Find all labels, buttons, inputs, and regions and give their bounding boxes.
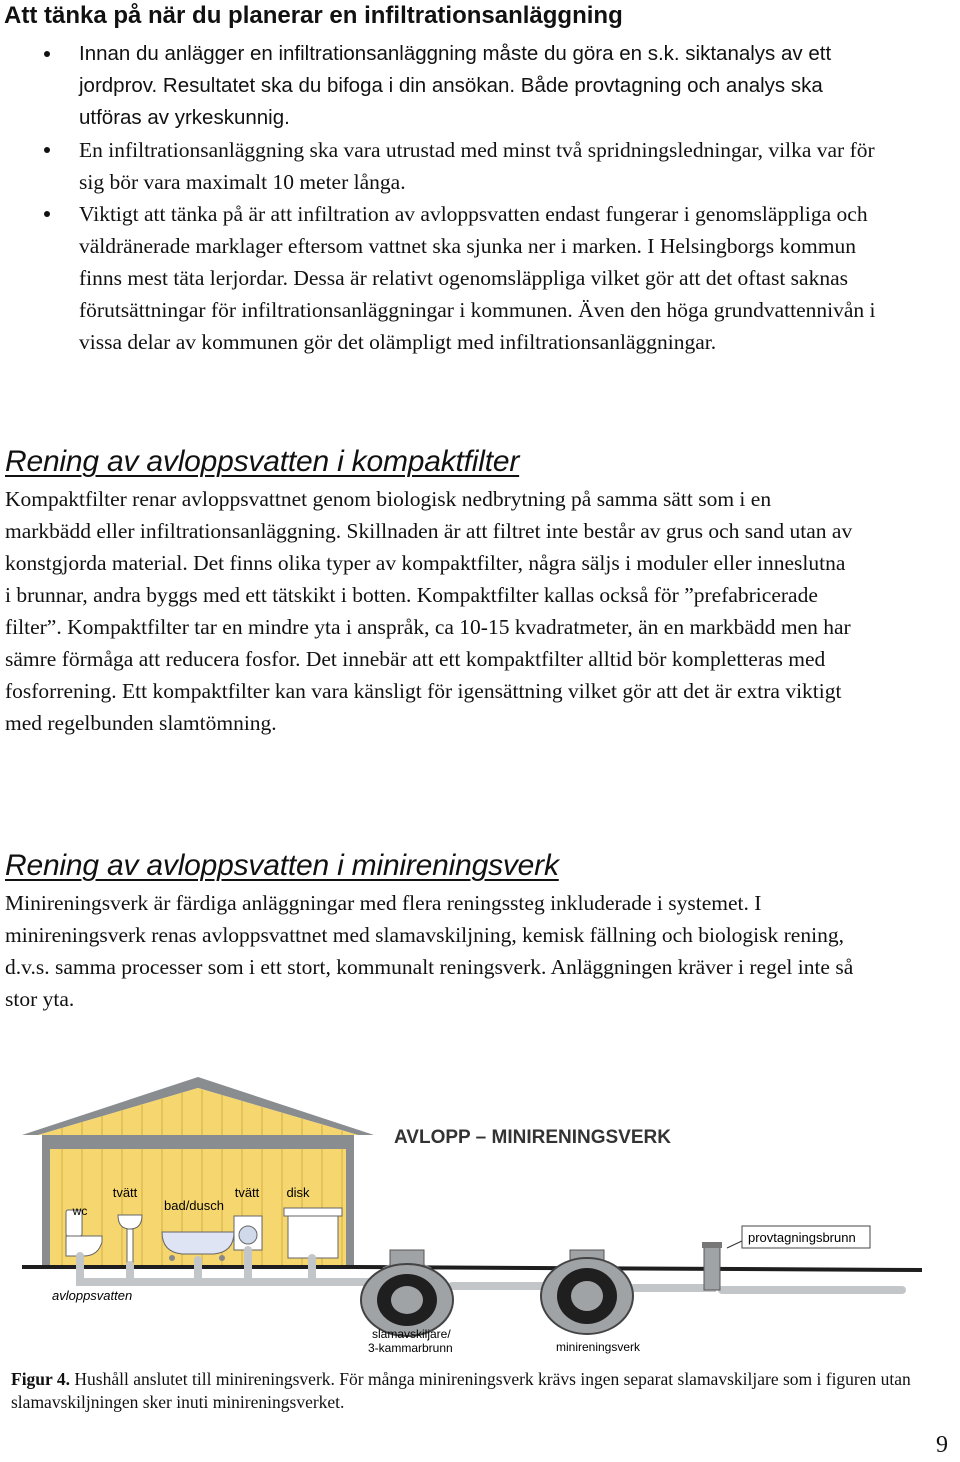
ground-line [22,1267,922,1270]
house-gable [38,1088,358,1135]
label-3-kammarbrunn: 3-kammarbrunn [368,1341,453,1355]
diagram-avlopp-minireningsverk [22,1070,922,1355]
mini-treatment-plant-tank [541,1250,633,1334]
bullet-text: Viktigt att tänka på är att infiltration av avloppsvatten endast fungerar i genomsläppliga och väldränerade marklager eftersom vattnet ska sjunka ner i marken. I Helsingborgs kommun finns mest täta lerjordar. Dessa är relativt ogenomsläppliga vilket gör att det oftast saknas förutsättningar för infiltrationsanläggningar i kommunen. Även den höga grundvattennivån i vissa delar av kommunen gör det olämpligt med infiltrationsanläggningar. [79,202,876,354]
diagram-title: AVLOPP – MINIRENINGSVERK [394,1127,671,1148]
bullet-icon [44,211,50,217]
bullet-text: En infiltrationsanläggning ska vara utrustad med minst två spridningsledningar, vilka var för sig bör vara maximalt 10 meter långa. [79,138,875,194]
page-number: 9 [936,1432,948,1458]
list-item [0,134,880,198]
section-heading-minireningsverk: Rening av avloppsvatten i minireningsverk [5,849,559,882]
washing-machine-icon [234,1216,262,1250]
bullet-text: Innan du anlägger en infiltrationsanläggning måste du göra en s.k. siktanalys av ett jordprov. Resultatet ska du bifoga i din ansökan. Både provtagning och analys ska utföras av yrkeskunnig. [79,42,832,129]
label-avloppsvatten: avloppsvatten [52,1288,133,1303]
label-disk: disk [286,1185,310,1200]
label-provtagningsbrunn: provtagningsbrunn [748,1230,856,1245]
sampling-well [702,1242,722,1290]
bullet-list [0,38,880,358]
paragraph-minireningsverk: Minireningsverk är färdiga anläggningar med flera reningssteg inkluderade i systemet. I minireningsverk renas avloppsvattnet med slamavskiljning, kemisk fällning och biologisk rening, d.v.s. samma processer som i ett stort, kommunalt reningsverk. Anläggningen kräver i regel inte så stor yta. [5,891,854,1011]
bullet-icon [44,147,50,153]
section-heading: Att tänka på när du planerar en infiltrationsanläggning [4,2,623,29]
list-item [0,38,880,134]
list-item [0,198,880,358]
label-slamavskiljare: slamavskiljare/ [372,1327,451,1341]
section-heading-kompaktfilter: Rening av avloppsvatten i kompaktfilter [5,445,520,478]
label-bad-dusch: bad/dusch [164,1198,224,1213]
bullet-icon [44,51,50,57]
paragraph-kompaktfilter: Kompaktfilter renar avloppsvattnet genom biologisk nedbrytning på samma sätt som i en markbädd eller infiltrationsanläggning. Skillnaden är att filtret inte består av grus och sand utan av konstgjorda material. Det finns olika typer av kompaktfilter, några säljs i moduler eller inneslutna i brunnar, andra byggs med ett tätskikt i botten. Kompaktfilter kallas också för ”prefabricerade filter”. Kompaktfilter tar en mindre yta i anspråk, ca 10-15 kvadratmeter, än en markbädd men har sämre förmåga att reducera fosfor. Det innebär att ett kompaktfilter alltid bör kompletteras med fosforrening. Ett kompaktfilter kan vara känsligt för igensättning vilket gör att det är extra viktigt med regelbunden slamtömning. [5,487,853,735]
figure-label: Figur 4. [11,1369,70,1389]
label-minireningsverk: minireningsverk [556,1340,641,1354]
house-roof [22,1077,374,1135]
label-tvatt: tvätt [112,1185,138,1200]
kitchen-sink-icon [284,1208,342,1258]
sludge-separator-tank [361,1250,453,1336]
house-beam [42,1135,354,1149]
figure-caption [5,1368,931,1414]
figure-caption-text: Hushåll anslutet till minireningsverk. För många minireningsverk krävs ingen separat slamavskiljare som i figuren utan slamavskiljningen sker inuti minireningsverket. [11,1369,911,1412]
label-tvatt: tvätt [234,1185,260,1200]
label-wc: wc [72,1204,88,1218]
